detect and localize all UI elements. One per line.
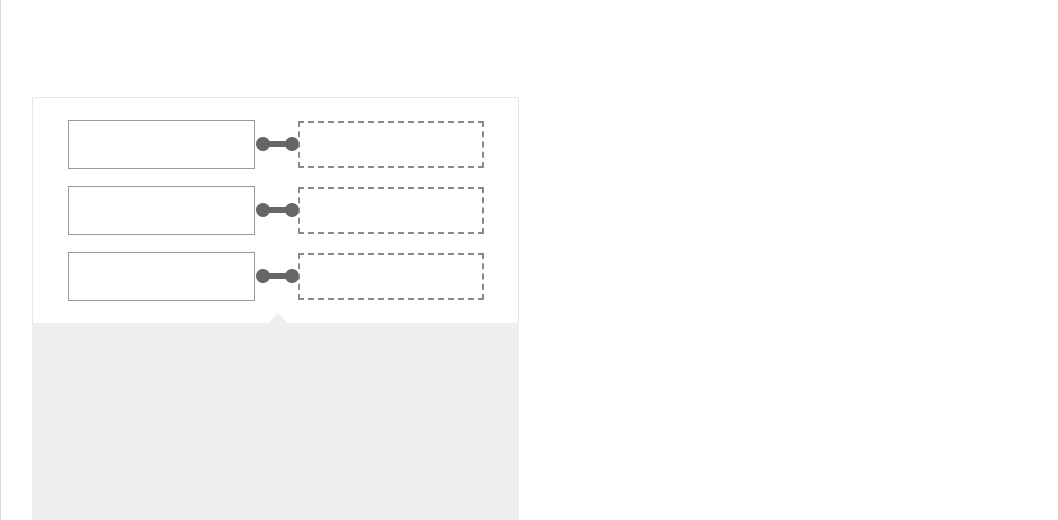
point-b-label <box>68 186 255 235</box>
connector-icon <box>255 202 301 218</box>
tray-notch <box>268 313 288 323</box>
drop-zone-point-b[interactable] <box>298 187 484 234</box>
coordinate-plane <box>556 36 1036 496</box>
point-c-label <box>68 252 255 301</box>
match-row-b <box>68 186 488 235</box>
matching-panel <box>32 97 519 323</box>
match-row-a <box>68 120 488 169</box>
point-a-label <box>68 120 255 169</box>
drop-zone-point-c[interactable] <box>298 253 484 300</box>
answer-tray <box>32 323 519 520</box>
connector-icon <box>255 136 301 152</box>
left-border <box>0 0 1 520</box>
coordinate-plane-svg <box>556 36 1036 496</box>
drop-zone-point-a[interactable] <box>298 121 484 168</box>
connector-icon <box>255 268 301 284</box>
match-row-c <box>68 252 488 301</box>
